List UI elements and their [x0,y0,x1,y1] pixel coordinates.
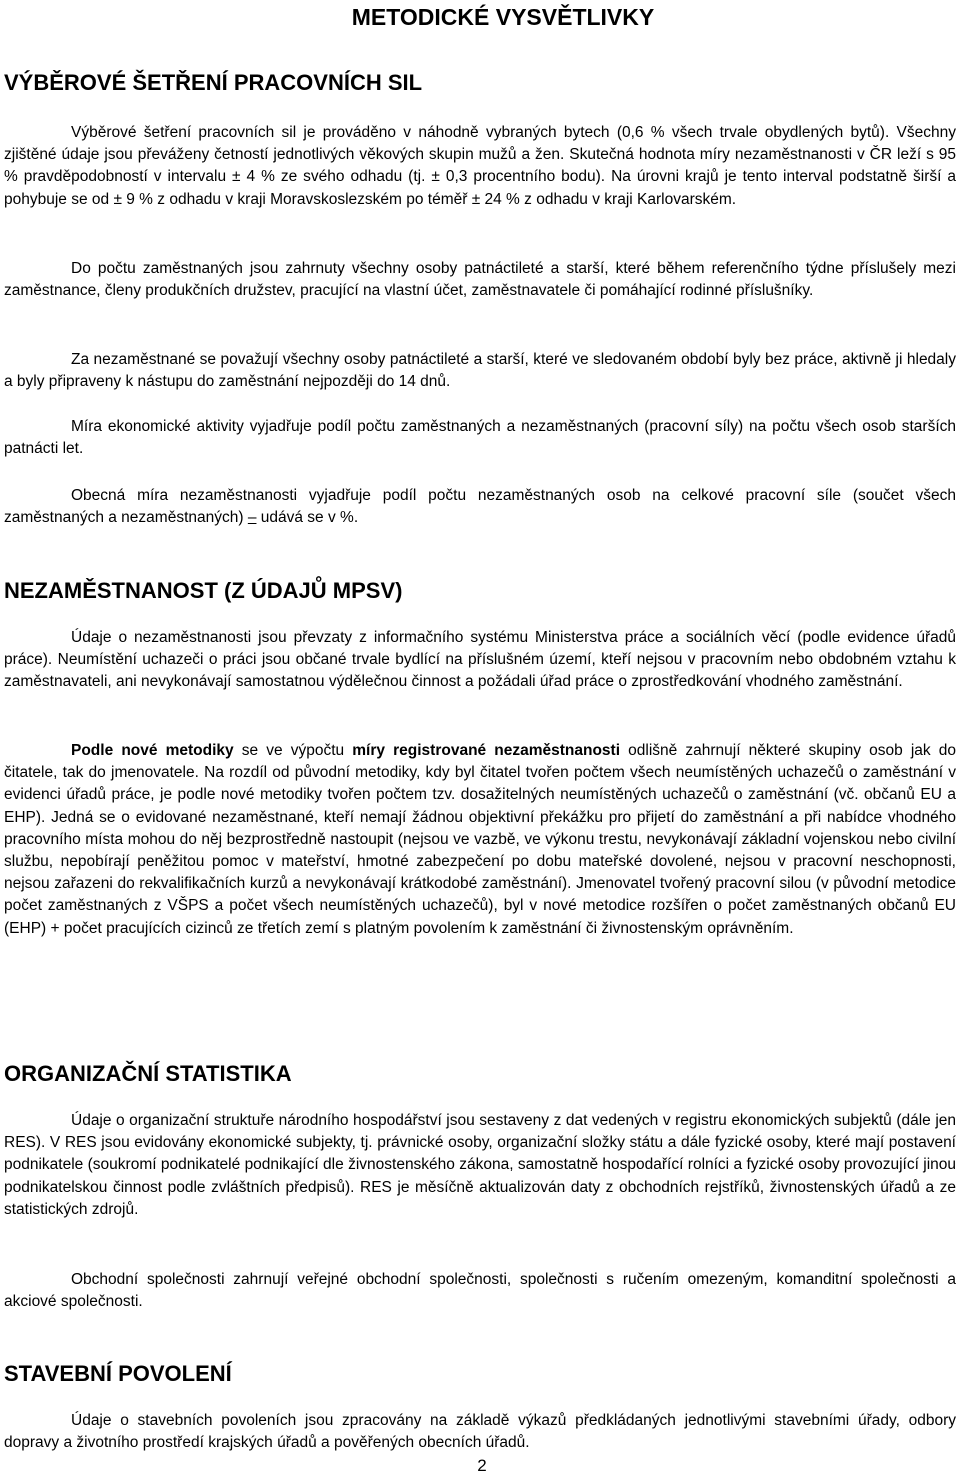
paragraph-org-1: Údaje o organizační struktuře národního hospodářství jsou sestaveny z dat vedených v registru ekonomických subjektů (dále jen RES). V RES jsou evidovány ekonomické subjekty, tj. právnické osoby, organizační složky státu a dále fyzické osoby, které mají postavení podnikatele (soukromí podnikatelé podnikající dle živnostenského zákona, samostatně hospodařící rolníci a fyzické osoby provozující jinou podnikatelskou činnost podle zvláštních předpisů). RES je měsíčně aktualizován daty z obchodních rejstříků, živnostenských úřadů a ze statistických zdrojů. [4,1112,956,1218]
page-title: METODICKÉ VYSVĚTLIVKY [351,4,655,30]
heading-org: ORGANIZAČNÍ STATISTIKA [4,1061,292,1086]
paragraph-vsps-2: Do počtu zaměstnaných jsou zahrnuty všechny osoby patnáctileté a starší, které během referenčního týdne příslušely mezi zaměstnance, členy produkčních družstev, pracující na vlastní účet, zaměstnavatele či pomáhající rodinné příslušníky. [4,260,956,300]
paragraph-mpsv-2-bold-2: míry registrované nezaměstnanosti [352,742,621,759]
paragraph-mpsv-2-bold-1: Podle nové metodiky [71,742,234,759]
paragraph-mpsv-2 [4,740,956,940]
page-number: 2 [477,1456,487,1475]
paragraph-vsps-3: Za nezaměstnané se považují všechny osoby patnáctileté a starší, které ve sledovaném období byly bez práce, aktivně ji hledaly a byly připraveny k nástupu do zaměstnání nejpozději do 14 dnů. [4,351,956,391]
paragraph-stav-1: Údaje o stavebních povoleních jsou zpracovány na základě výkazů předkládaných jednotlivými stavebními úřady, odbory dopravy a životního prostředí krajských úřadů a pověřených obecních úřadů. [4,1412,956,1452]
heading-vsps: VÝBĚROVÉ ŠETŘENÍ PRACOVNÍCH SIL [4,70,423,95]
heading-mpsv: NEZAMĚSTNANOST (Z ÚDAJŮ MPSV) [4,578,403,603]
paragraph-vsps-4: Míra ekonomické aktivity vyjadřuje podíl počtu zaměstnaných a nezaměstnaných (pracovní síly) na počtu všech osob starších patnácti let. [4,418,956,458]
paragraph-vsps-5-text-a: Obecná míra nezaměstnanosti vyjadřuje podíl počtu nezaměstnaných osob na celkové pracovní síle (součet všech zaměstnaných a nezaměstnaných) [4,487,956,527]
paragraph-vsps-1: Výběrové šetření pracovních sil je prováděno v náhodně vybraných bytech (0,6 % všech trvale obydlených bytů). Všechny zjištěné údaje jsou převáženy četností jednotlivých věkových skupin mužů a žen. Skutečná hodnota míry nezaměstnanosti v ČR leží s 95 % pravděpodobností v intervalu ± 4 % ze svého odhadu (tj. ± 0,3 procentního bodu). Na úrovni krajů je tento interval podstatně širší a pohybuje se od ± 9 % z odhadu v kraji Moravskoslezském po téměř ± 24 % z odhadu v kraji Karlovarském. [4,124,956,208]
paragraph-mpsv-1: Údaje o nezaměstnanosti jsou převzaty z informačního systému Ministerstva práce a sociálních věcí (podle evidence úřadů práce). Neumístění uchazeči o práci jsou občané trvale bydlící na příslušném území, kteří nejsou v pracovním nebo obdobném vztahu k zaměstnavateli, ani nevykonávají samostatnou výdělečnou činnost a požádali úřad práce o zprostředkování vhodného zaměstnání. [4,629,956,691]
paragraph-org-2: Obchodní společnosti zahrnují veřejné obchodní společnosti, společnosti s ručením omezeným, komanditní společnosti a akciové společnosti. [4,1271,956,1311]
paragraph-mpsv-2-text-2: odlišně zahrnují některé skupiny osob jak do čitatele, tak do jmenovatele. Na rozdíl od původní metodiky, kdy byl čitatel tvořen počtem všech neumístěných uchazečů o zaměstnání v evidenci úřadů práce, je podle nové metodiky tvořen počtem tzv. dosažitelných neumístěných uchazečů o zaměstnání (vč. občanů EU a EHP). Jedná se o evidované nezaměstnané, kteří nemají žádnou objektivní překážku pro přijetí do zaměstnání a při nabídce vhodného pracovního místa mohou do něj bezprostředně nastoupit (nejsou ve vazbě, ve výkonu trestu, nevykonávají základní vojenskou nebo civilní službu, nepobírají peněžitou pomoc v mateřství, hmotné zabezpečení po dobu mateřské dovolené, nejsou v pracovní neschopnosti, nejsou zařazeni do rekvalifikačních kurzů a nevykonávají krátkodobé zaměstnání). Jmenovatel tvořený pracovní silou (v původní metodice počet zaměstnaných z VŠPS a počet všech neumístěných uchazečů), byl v nové metodice rozšířen o počet zaměstnaných občanů EU (EHP) + počet pracujících cizinců ze třetích zemí s platným povolením k zaměstnání či živnostenským oprávněním. [4,742,956,937]
paragraph-vsps-5-text-b: udává se v %. [256,509,359,527]
paragraph-vsps-5 [4,485,956,529]
heading-stav: STAVEBNÍ POVOLENÍ [4,1361,232,1386]
paragraph-vsps-5-dash: – [247,509,257,527]
paragraph-mpsv-2-text-1: se ve výpočtu [233,742,353,759]
